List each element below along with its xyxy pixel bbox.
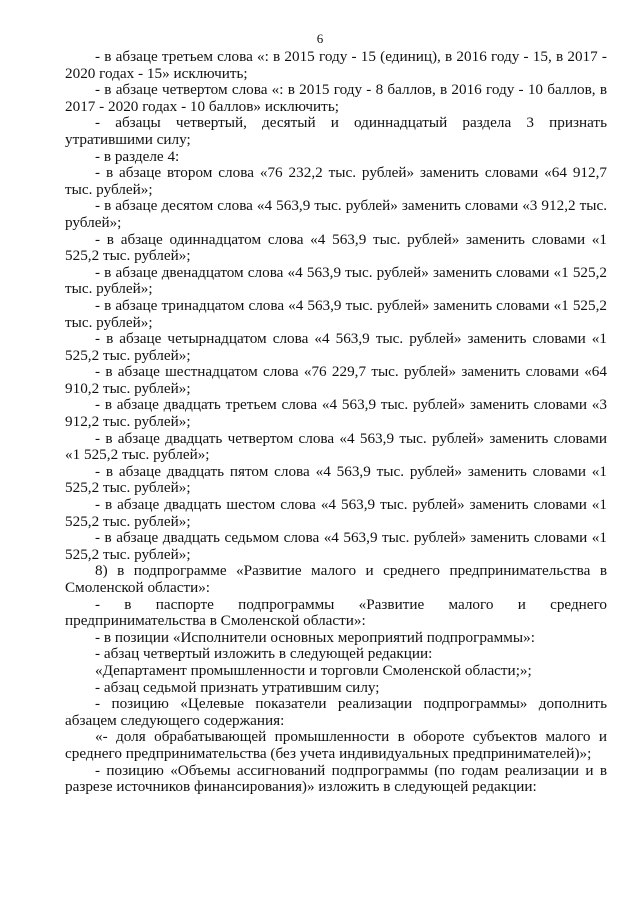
paragraph: - в абзаце двадцать четвертом слова «4 563,9 тыс. рублей» заменить словами «1 525,2 тыс. рублей»; — [65, 429, 607, 464]
paragraph: - в абзаце четырнадцатом слова «4 563,9 тыс. рублей» заменить словами «1 525,2 тыс. рублей»; — [65, 330, 607, 364]
paragraph: - позицию «Целевые показатели реализации подпрограммы» дополнить абзацем следующего содержания: — [65, 695, 607, 729]
paragraph: - в абзаце двадцать третьем слова «4 563,9 тыс. рублей» заменить словами «3 912,2 тыс. рублей»; — [65, 396, 607, 431]
paragraph: - в абзаце одиннадцатом слова «4 563,9 тыс. рублей» заменить словами «1 525,2 тыс. рублей»; — [65, 230, 607, 265]
paragraph: - в паспорте подпрограммы «Развитие малого и среднего предпринимательства в Смоленской области»: — [65, 595, 607, 630]
paragraph: - в абзаце двенадцатом слова «4 563,9 тыс. рублей» заменить словами «1 525,2 тыс. рублей»; — [65, 263, 607, 298]
paragraph: «- доля обрабатывающей промышленности в обороте субъектов малого и среднего предпринимательства (без учета индивидуальных предпринимателей)»; — [65, 728, 607, 762]
paragraph: - в абзаце втором слова «76 232,2 тыс. рублей» заменить словами «64 912,7 тыс. рублей»; — [65, 164, 607, 198]
paragraph: - в абзаце двадцать седьмом слова «4 563,9 тыс. рублей» заменить словами «1 525,2 тыс. рублей»; — [65, 529, 607, 563]
paragraph: - в абзаце двадцать пятом слова «4 563,9 тыс. рублей» заменить словами «1 525,2 тыс. рублей»; — [65, 462, 607, 497]
paragraph: «Департамент промышленности и торговли Смоленской области;»; — [95, 661, 532, 679]
paragraph: - абзацы четвертый, десятый и одиннадцатый раздела 3 признать утратившими силу; — [65, 114, 607, 148]
paragraph: - в абзаце тринадцатом слова «4 563,9 тыс. рублей» заменить словами «1 525,2 тыс. рублей»; — [65, 296, 607, 331]
document-body — [65, 49, 607, 796]
paragraph: - в абзаце двадцать шестом слова «4 563,9 тыс. рублей» заменить словами «1 525,2 тыс. рублей»; — [65, 496, 607, 530]
paragraph: - в разделе 4: — [95, 147, 180, 165]
paragraph: - в абзаце четвертом слова «: в 2015 году - 8 баллов, в 2016 году - 10 баллов, в 2017 - 2020 годах - 10 баллов» исключить; — [65, 81, 607, 115]
paragraph: 8) в подпрограмме «Развитие малого и среднего предпринимательства в Смоленской области»: — [65, 562, 607, 596]
paragraph: - в абзаце шестнадцатом слова «76 229,7 тыс. рублей» заменить словами «64 910,2 тыс. рублей»; — [65, 363, 607, 397]
page-number: 6 — [316, 31, 324, 46]
paragraph: - в абзаце десятом слова «4 563,9 тыс. рублей» заменить словами «3 912,2 тыс. рублей»; — [65, 197, 607, 231]
paragraph: - позицию «Объемы ассигнований подпрограммы (по годам реализации и в разрезе источников финансирования)» изложить в следующей редакции: — [65, 761, 607, 796]
paragraph: - абзац четвертый изложить в следующей редакции: — [95, 645, 433, 663]
paragraph: - в позиции «Исполнители основных мероприятий подпрограммы»: — [95, 628, 535, 646]
paragraph: - абзац седьмой признать утратившим силу; — [95, 678, 380, 696]
paragraph: - в абзаце третьем слова «: в 2015 году - 15 (единиц), в 2016 году - 15, в 2017 - 2020 годах - 15» исключить; — [65, 48, 607, 82]
